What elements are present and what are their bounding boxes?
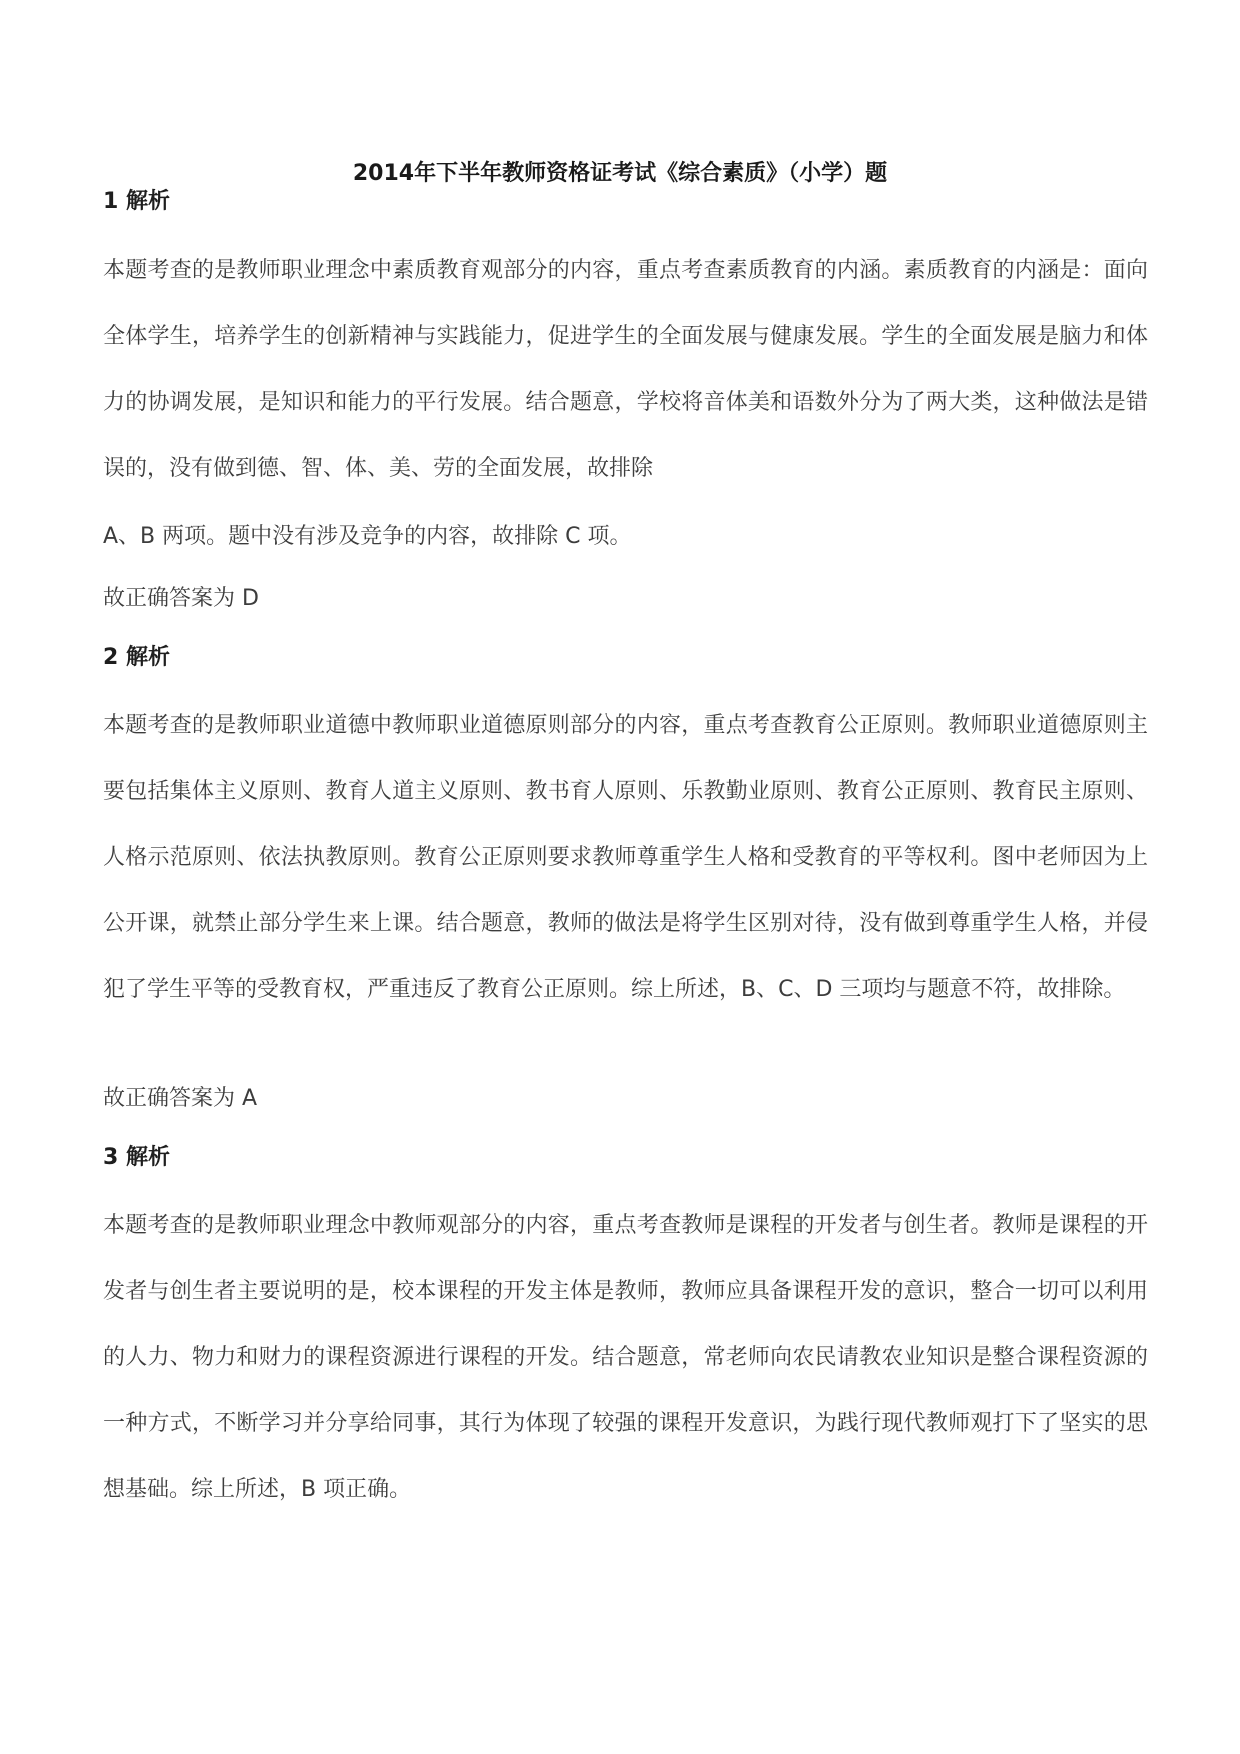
document-title: 2014年下半年教师资格证考试《综合素质》（小学）题: [352, 161, 888, 186]
section-1-body: [103, 238, 1148, 502]
section-1-extra-block: [103, 521, 1148, 553]
section-1-heading-block: [103, 186, 1148, 218]
section-2-answer-block: [103, 1083, 1148, 1115]
section-paragraph: 本题考查的是教师职业理念中教师观部分的内容，重点考查教师是课程的开发者与创生者。教师是课程的开发者与创生者主要说明的是，校本课程的开发主体是教师，教师应具备课程开发的意识，整合一切可以利用的人力、物力和财力的课程资源进行课程的开发。结合题意，常老师向农民请教农业知识是整合课程资源的一种方式，不断学习并分享给同事，其行为体现了较强的课程开发意识，为践行现代教师观打下了坚实的思想基础。综上所述，B 项正确。: [103, 1213, 1148, 1502]
section-2-body: [103, 693, 1148, 1023]
section-paragraph-continued: A、B 两项。题中没有涉及竞争的内容，故排除 C 项。: [103, 524, 632, 549]
section-heading: 3 解析: [103, 1145, 170, 1170]
section-paragraph: 本题考查的是教师职业道德中教师职业道德原则部分的内容，重点考查教育公正原则。教师职业道德原则主要包括集体主义原则、教育人道主义原则、教书育人原则、乐教勤业原则、教育公正原则、教育民主原则、人格示范原则、依法执教原则。教育公正原则要求教师尊重学生人格和受教育的平等权利。图中老师因为上公开课，就禁止部分学生来上课。结合题意，教师的做法是将学生区别对待，没有做到尊重学生人格，并侵犯了学生平等的受教育权，严重违反了教育公正原则。综上所述，B、C、D 三项均与题意不符，故排除。: [103, 713, 1148, 1002]
answer-line: 故正确答案为 D: [103, 586, 259, 611]
section-3-heading-block: [103, 1142, 1148, 1174]
section-heading: 2 解析: [103, 645, 170, 670]
section-heading: 1 解析: [103, 189, 170, 214]
section-3-body: [103, 1193, 1148, 1523]
section-2-heading-block: [103, 642, 1148, 674]
section-paragraph: 本题考查的是教师职业理念中素质教育观部分的内容，重点考查素质教育的内涵。素质教育的内涵是：面向全体学生，培养学生的创新精神与实践能力，促进学生的全面发展与健康发展。学生的全面发展是脑力和体力的协调发展，是知识和能力的平行发展。结合题意，学校将音体美和语数外分为了两大类，这种做法是错误的，没有做到德、智、体、美、劳的全面发展，故排除: [103, 258, 1148, 481]
section-1-answer-block: [103, 583, 1148, 615]
answer-line: 故正确答案为 A: [103, 1086, 258, 1111]
